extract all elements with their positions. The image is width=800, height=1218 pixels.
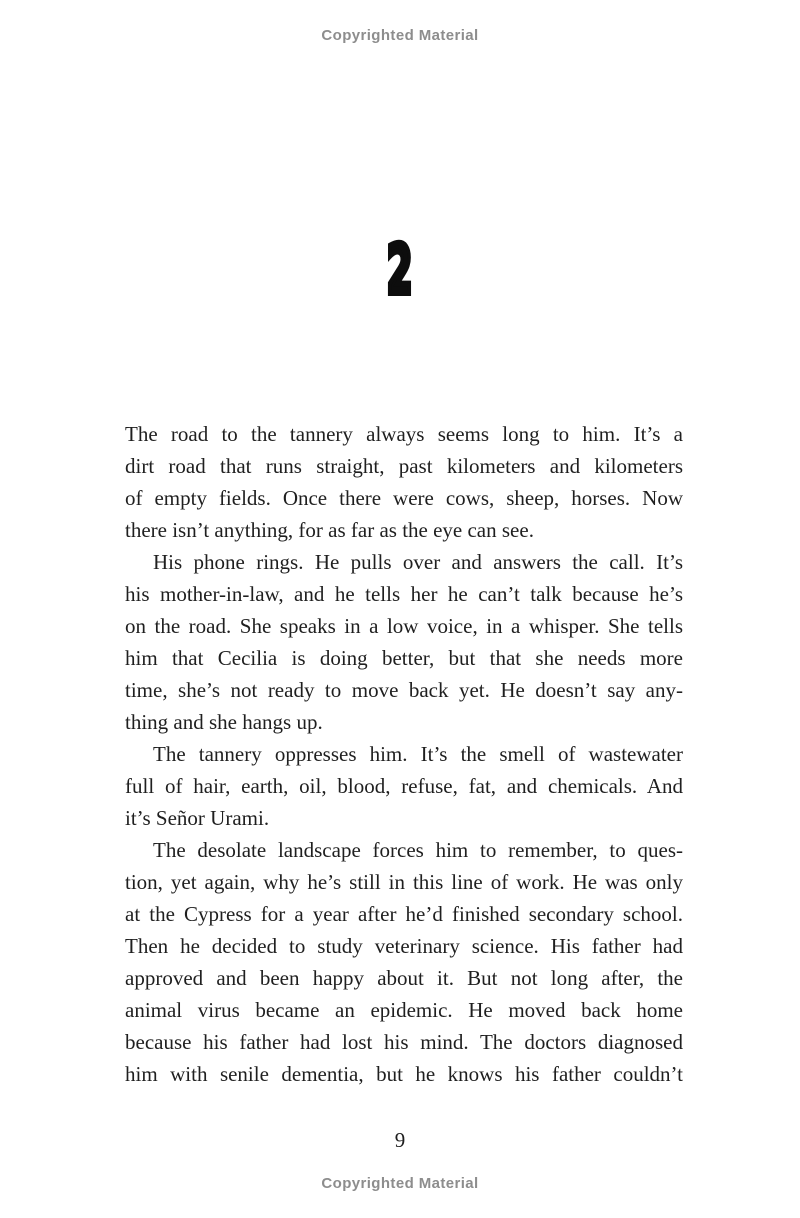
text-line: full of hair, earth, oil, blood, refuse, fat, and chemicals. And <box>125 774 683 798</box>
text-line: The tannery oppresses him. It’s the smell of wastewater <box>153 742 683 766</box>
text-line: there isn’t anything, for as far as the eye can see. <box>125 518 534 542</box>
text-line: time, she’s not ready to move back yet. He doesn’t say any- <box>125 678 683 702</box>
chapter-number: 2 <box>386 231 414 310</box>
text-line: thing and she hangs up. <box>125 710 323 734</box>
page-number: 9 <box>394 1128 406 1152</box>
text-line: tion, yet again, why he’s still in this line of work. He was only <box>125 870 683 894</box>
text-line: The road to the tannery always seems long to him. It’s a <box>125 422 683 446</box>
text-line: approved and been happy about it. But not long after, the <box>125 966 683 990</box>
text-line: him that Cecilia is doing better, but that she needs more <box>125 646 683 670</box>
text-line: Then he decided to study veterinary science. His father had <box>125 934 683 958</box>
text-line: of empty fields. Once there were cows, sheep, horses. Now <box>125 486 683 510</box>
chapter-heading <box>0 232 800 309</box>
text-line: animal virus became an epidemic. He moved back home <box>125 998 683 1022</box>
copyright-notice-top: Copyrighted Material <box>321 27 479 44</box>
body-text <box>125 418 683 1090</box>
text-line: him with senile dementia, but he knows his father couldn’t <box>125 1062 683 1086</box>
text-line: on the road. She speaks in a low voice, in a whisper. She tells <box>125 614 683 638</box>
text-line: dirt road that runs straight, past kilometers and kilometers <box>125 454 683 478</box>
text-line: it’s Señor Urami. <box>125 806 270 830</box>
text-line: his mother-in-law, and he tells her he can’t talk because he’s <box>125 582 683 606</box>
text-line: at the Cypress for a year after he’d finished secondary school. <box>125 902 683 926</box>
copyright-notice-bottom: Copyrighted Material <box>321 1175 479 1192</box>
text-line: His phone rings. He pulls over and answers the call. It’s <box>153 550 683 574</box>
text-line: The desolate landscape forces him to remember, to ques- <box>153 838 683 862</box>
text-line: because his father had lost his mind. The doctors diagnosed <box>125 1030 683 1054</box>
